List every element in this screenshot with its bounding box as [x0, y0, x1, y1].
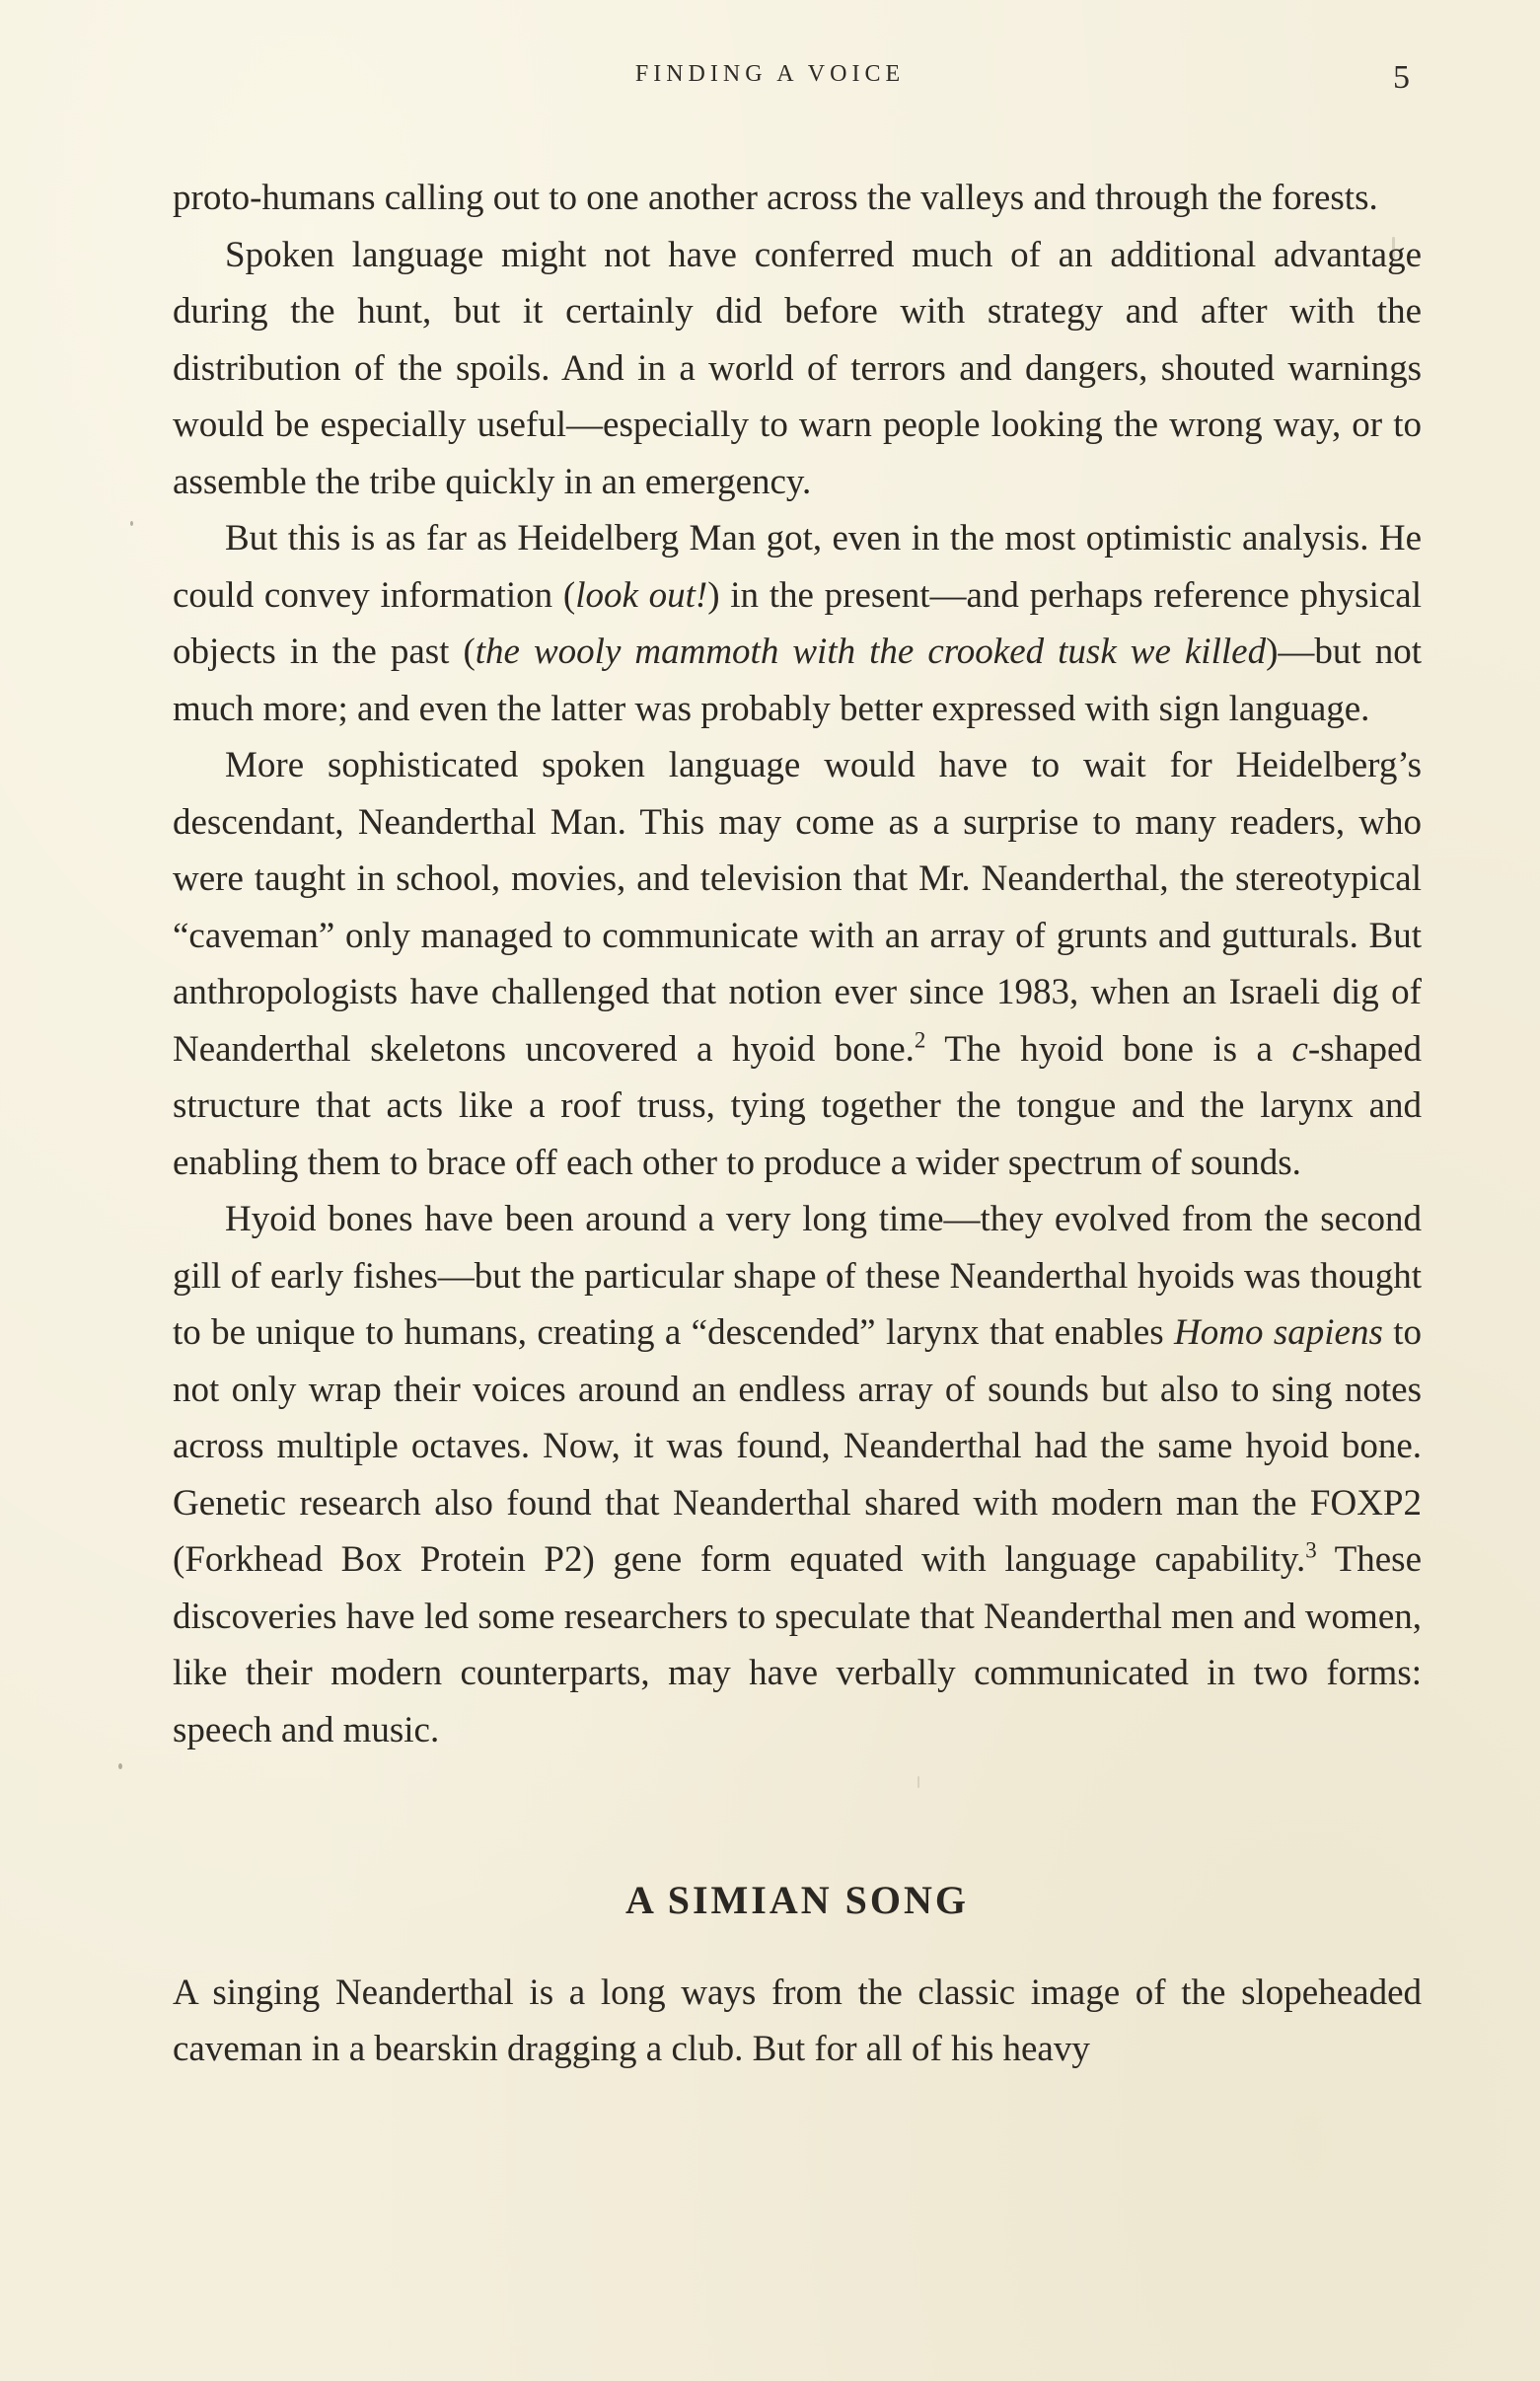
- footnote-reference: 3: [1305, 1537, 1317, 1563]
- italic-letter: c: [1291, 1028, 1308, 1070]
- footnote-reference: 2: [914, 1027, 926, 1053]
- italic-phrase: look out!: [575, 574, 708, 616]
- text-run: ) in the present—and perhaps reference physical objects in the past (: [173, 574, 1422, 672]
- paper-speck: [130, 521, 133, 526]
- paper-speck: [1392, 237, 1395, 259]
- italic-phrase: Homo sapiens: [1174, 1312, 1383, 1353]
- text-run: -shaped structure that acts like a roof truss, tying together the tongue and the larynx and enabling them to brace off each other to produce a wider spectrum of sounds.: [173, 1028, 1422, 1183]
- running-head: FINDING A VOICE: [634, 61, 906, 87]
- body-text: [173, 170, 1422, 2078]
- paper-speck: [917, 1776, 919, 1788]
- paragraph: Spoken language might not have conferred much of an additional advantage during the hunt, but it certainly did before with strategy and after with the distribution of the spoils. And in a world of terrors and dangers, shouted warnings would be especially useful—especially to warn people looking the wrong way, or to assemble the tribe quickly in an emergency.: [173, 234, 1422, 502]
- text-run: to not only wrap their voices around an endless array of sounds but also to sing notes across multiple octaves. Now, it was found, Neanderthal had the same hyoid bone. Genetic research also found that Neanderthal shared with modern man the FOXP2 (Forkhead Box Protein P2) gene form equated with language capability.: [173, 1312, 1422, 1580]
- text-run: )—but not much more; and even the latter was probably better expressed with sign language.: [173, 632, 1422, 729]
- paragraph: [173, 1191, 1422, 1758]
- paragraph: [173, 510, 1422, 737]
- paragraph: [173, 737, 1422, 1191]
- italic-phrase: the wooly mammoth with the crooked tusk we killed: [475, 632, 1267, 672]
- page-number: 5: [1393, 59, 1410, 96]
- text-run: More sophisticated spoken language would have to wait for Heidelberg’s descendant, Neanderthal Man. This may come as a surprise to many readers, who were taught in school, movies, and television that Mr. Neanderthal, the stereotypical “caveman” only managed to communicate with an array of grunts and gutturals. But anthropologists have challenged that notion ever since 1983, when an Israeli dig of Neanderthal skeletons uncovered a hyoid bone.: [173, 745, 1422, 1070]
- text-run: These discoveries have led some researchers to speculate that Neanderthal men and women, like their modern counterparts, may have verbally communicated in two forms: speech and music.: [173, 1539, 1422, 1750]
- paragraph: A singing Neanderthal is a long ways from the classic image of the slopeheaded caveman in a bearskin dragging a club. But for all of his heavy: [173, 1972, 1422, 2069]
- paper-speck: [118, 1763, 122, 1769]
- text-run: Hyoid bones have been around a very long time—they evolved from the second gill of early fishes—but the particular shape of these Neanderthal hyoids was thought to be unique to humans, creating a “descended” larynx that enables: [173, 1199, 1422, 1353]
- text-run: But this is as far as Heidelberg Man got, even in the most optimistic analysis. He could convey information (: [173, 518, 1422, 616]
- section-heading: A SIMIAN SONG: [625, 1878, 969, 1922]
- paragraph-continued: proto-humans calling out to one another across the valleys and through the forests.: [173, 178, 1378, 218]
- text-run: The hyoid bone is a: [925, 1028, 1292, 1070]
